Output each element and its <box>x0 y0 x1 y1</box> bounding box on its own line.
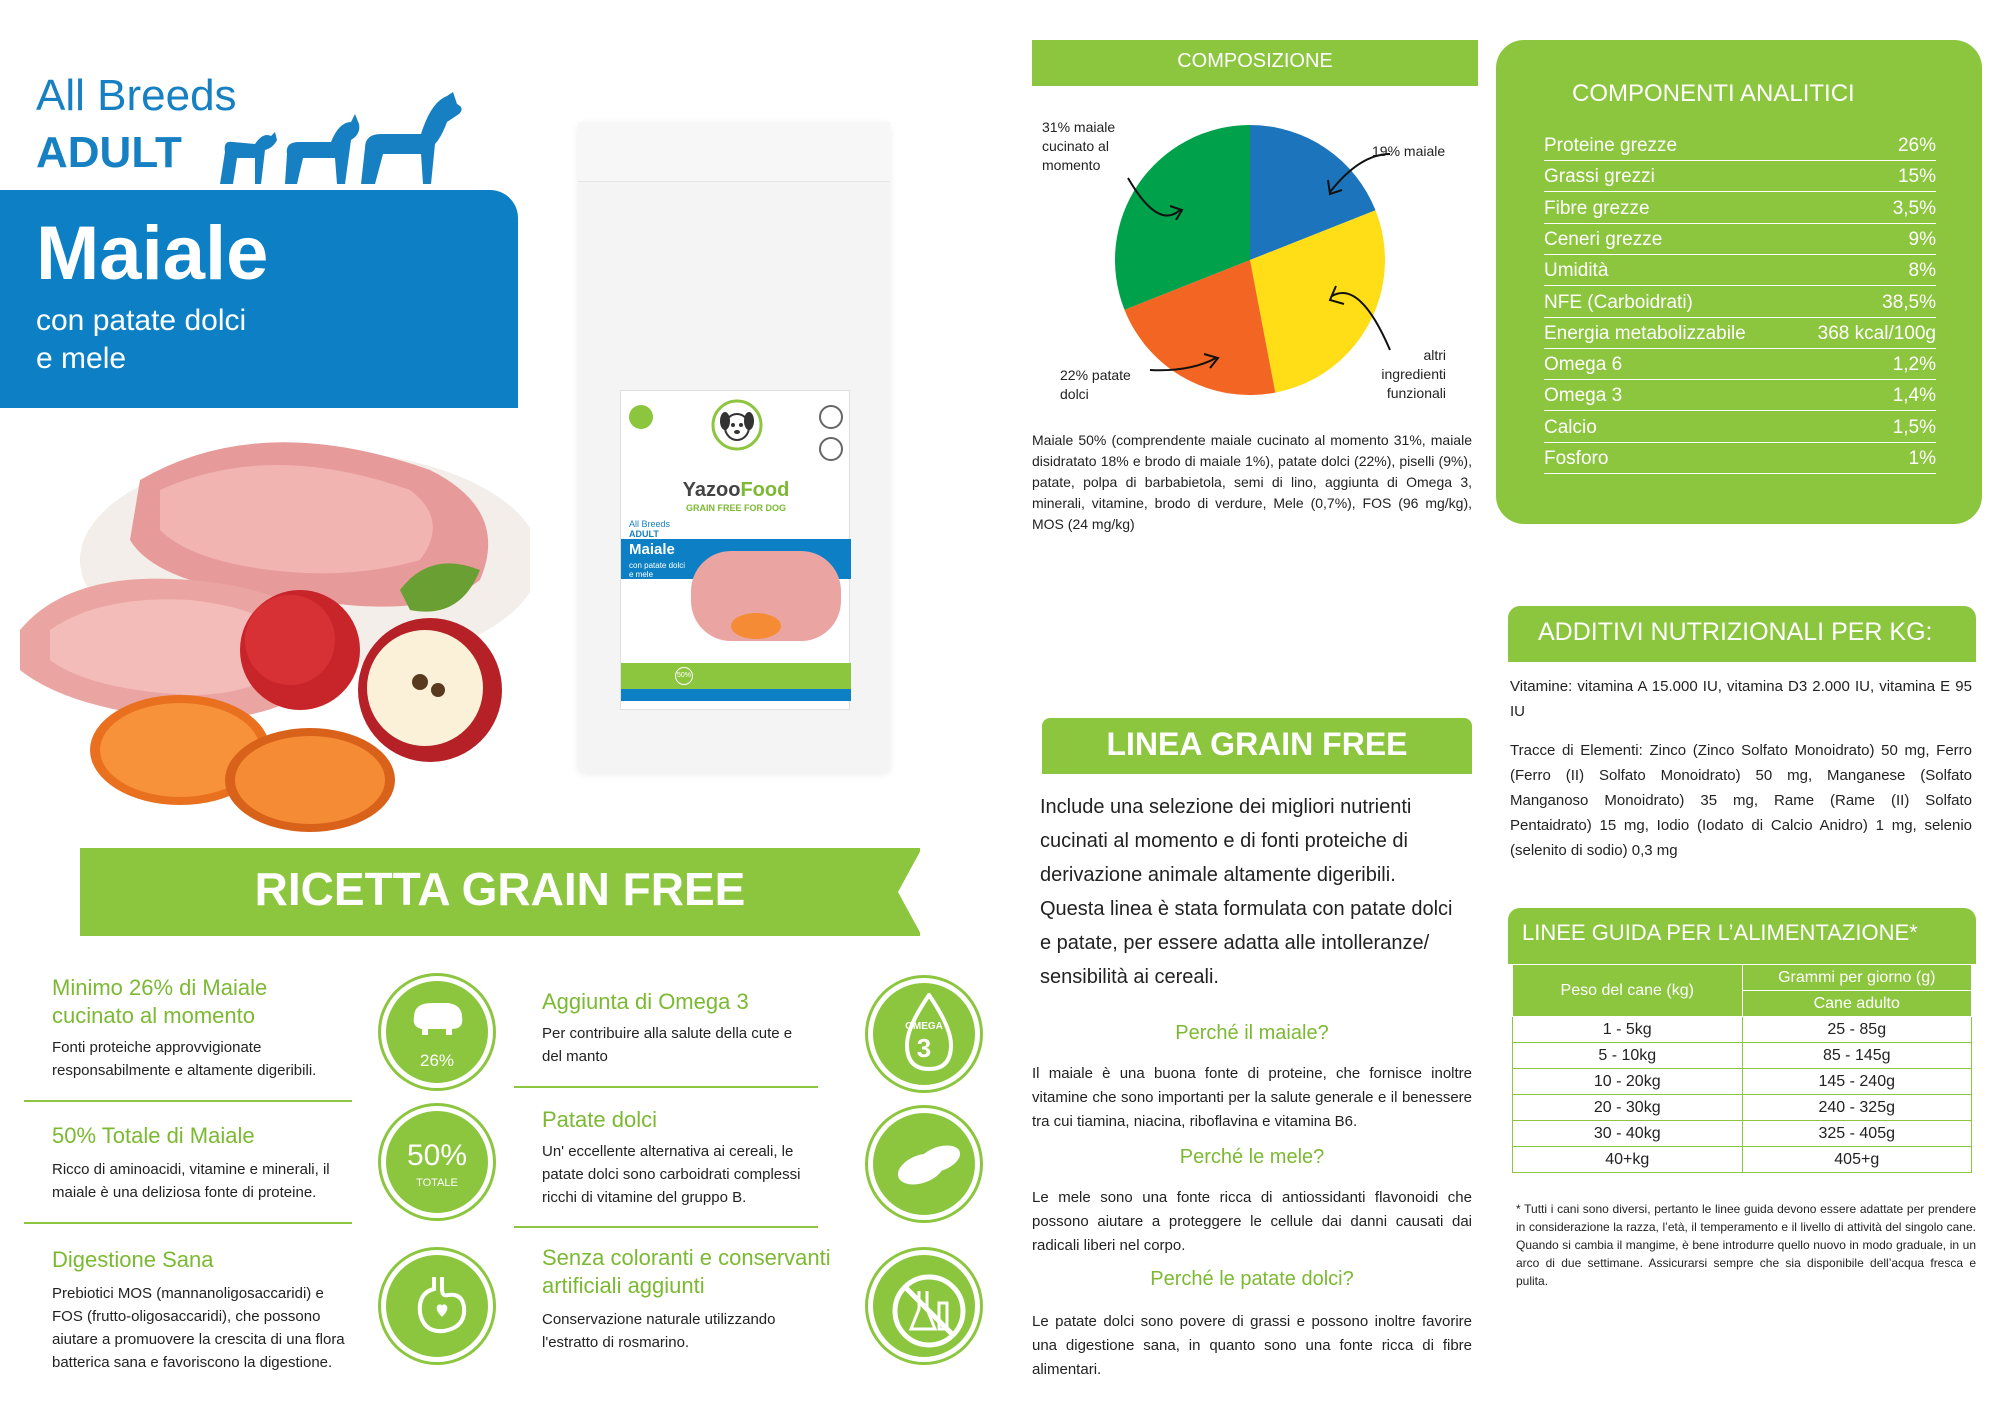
analytic-row-name: Energia metabolizzabile <box>1544 322 1746 344</box>
analytic-row-name: Proteine grezze <box>1544 135 1678 156</box>
package-subtitle: con patate dolci e mele <box>629 561 686 579</box>
analytic-row <box>1544 224 1936 255</box>
grams-cell: 145 - 240g <box>1742 1069 1972 1095</box>
no-chemicals-icon <box>868 1250 980 1362</box>
omega3-icon: OMEGA 3 <box>868 978 980 1090</box>
analytic-row-value: 1,2% <box>1892 354 1936 376</box>
weight-cell: 20 - 30kg <box>1513 1095 1743 1121</box>
additives-title: ADDITIVI NUTRIZIONALI PER KG: <box>1538 618 1933 646</box>
divider <box>24 1100 352 1102</box>
feature-fresh-pork-text: Fonti proteiche approvvigionate responsabilmente e altamente digeribili. <box>52 1039 317 1079</box>
table-row <box>1513 1069 1972 1095</box>
analytic-row <box>1544 349 1936 380</box>
analytic-row <box>1544 443 1936 474</box>
package-info-band <box>621 689 851 701</box>
sweet-potato-icon <box>868 1108 980 1220</box>
analytic-row <box>1544 287 1936 318</box>
grams-cell: 85 - 145g <box>1742 1043 1972 1069</box>
col-grams-header: Grammi per giorno (g) <box>1742 965 1972 991</box>
analytic-row-value: 26% <box>1897 135 1936 156</box>
analytic-row <box>1544 318 1936 349</box>
table-row <box>1513 1043 1972 1069</box>
analytic-row-value: 38,5% <box>1882 291 1936 313</box>
analytic-row-name: Umidità <box>1544 260 1609 282</box>
package-icons-band <box>621 663 851 689</box>
col-weight-header: Peso del cane (kg) <box>1513 965 1743 1017</box>
feature-digestion-text: Prebiotici MOS (mannanoligosaccaridi) e FOS (frutto-oligosaccaridi), che possono aiutare a promuovere la crescita di una flora batterica sana e favoriscono la digestione. <box>52 1285 345 1371</box>
feature-fresh-pork-title: Minimo 26% di Maiale cucinato al momento <box>52 975 268 1028</box>
weight-cell: 10 - 20kg <box>1513 1069 1743 1095</box>
composition-text: Maiale 50% (comprendente maiale cucinato al momento 31%, maiale disidratato 18% e brodo di maiale 1%), patate dolci (22%), piselli (9%), patate, polpa di barbabietola, semi di lino, aggiunta di Omega 3, minerali, vitamine, brodo di verdure, Mele (0,7%), FOS (96 mg/kg), MOS (24 mg/kg) <box>1032 432 1472 532</box>
line-title: LINEA GRAIN FREE <box>1106 726 1408 762</box>
analytic-row <box>1544 130 1936 161</box>
composition-title: COMPOSIZIONE <box>1177 50 1333 72</box>
feature-sweet-potato-text: Un' eccellente alternativa ai cereali, le patate dolci sono carboidrati complessi ricchi di vitamine del gruppo B. <box>542 1143 801 1206</box>
package-zip <box>578 122 890 182</box>
analytic-row-value: 8% <box>1908 260 1936 282</box>
weight-cell: 5 - 10kg <box>1513 1043 1743 1069</box>
analytic-row <box>1544 412 1936 443</box>
divider <box>514 1086 818 1088</box>
why-pork-title: Perché il maiale? <box>1175 1022 1329 1044</box>
additives-vitamins: Vitamine: vitamina A 15.000 IU, vitamina D3 2.000 IU, vitamina E 95 IU <box>1510 678 1972 720</box>
recipe-banner-title: RICETTA GRAIN FREE <box>254 863 746 915</box>
package-brand: YazooFood <box>682 479 790 501</box>
pie-arrows <box>1030 110 1490 430</box>
why-sweet-potato-text: Le patate dolci sono povere di grassi e possono inoltre favorire una digestione sana, in quanto sono una fonte ricca di fibre alimentari. <box>1032 1313 1472 1378</box>
pie-label-other: altri ingredienti funzionali <box>1381 347 1446 401</box>
col-adult-header: Cane adulto <box>1742 991 1972 1017</box>
divider <box>24 1222 352 1224</box>
table-row <box>1513 1095 1972 1121</box>
table-row <box>1513 1121 1972 1147</box>
package-title: Maiale <box>629 541 675 558</box>
feature-no-additives-title: Senza coloranti e conservanti artificiali aggiunti <box>542 1245 831 1298</box>
grain-free-badge-icon <box>629 405 653 429</box>
high-meat-badge-icon <box>819 405 843 429</box>
analytic-row-name: Grassi grezzi <box>1544 166 1655 188</box>
table-row <box>1513 1017 1972 1043</box>
feeding-guide-note: * Tutti i cani sono diversi, pertanto le linee guida devono essere adattate per prendere in considerazione la razza, l’età, il temperamento e il livello di attività del singolo cane. Quando si cambia il mangime, è bene introdurre quello nuovo in modo graduale, in un arco di due settimane. Assicurarsi sempre che sia disponibile dell’acqua fresca e pulita. <box>1516 1202 1976 1288</box>
why-pork-text: Il maiale è una buona fonte di proteine, che fornisce inoltre vitamine che sono importanti per la salute generale e il benessere tra cui tiamina, niacina, riboflavina e vitamina B6. <box>1032 1065 1472 1130</box>
additives-trace-elements: Tracce di Elementi: Zinco (Zinco Solfato Monoidrato) 50 mg, Ferro (Ferro (II) Solfato Monoidrato) 50 mg, Manganese (Solfato Manganoso Monoidrato) 35 mg, Rame (Rame (II) Solfato Pentaidrato) 15 mg, Iodio (Iodato di Calcio Anidro) 1 mg, selenio (selenito di sodio) 0,3 mg <box>1510 742 1972 859</box>
dog-logo-icon <box>711 399 763 451</box>
analytic-row-value: 1% <box>1908 448 1936 469</box>
human-grade-badge-icon <box>819 437 843 461</box>
analytic-row <box>1544 380 1936 411</box>
divider <box>514 1226 818 1228</box>
table-row <box>1513 1147 1972 1173</box>
package-potato-image <box>731 613 781 639</box>
why-apples-title: Perché le mele? <box>1179 1146 1325 1168</box>
analytic-row <box>1544 161 1936 192</box>
analytic-row-value: 368 kcal/100g <box>1817 322 1936 344</box>
total-50-icon: 50% TOTALE <box>381 1106 493 1218</box>
feature-digestion-title: Digestione Sana <box>52 1247 214 1272</box>
analytic-row <box>1544 193 1936 224</box>
grams-cell: 240 - 325g <box>1742 1095 1972 1121</box>
grams-cell: 405+g <box>1742 1147 1972 1173</box>
feature-no-additives-text: Conservazione naturale utilizzando l'estratto di rosmarino. <box>542 1311 776 1351</box>
analytic-title: COMPONENTI ANALITICI <box>1572 80 1855 107</box>
pie-label-pork: 19% maiale <box>1372 143 1446 159</box>
breed-label: All Breeds <box>36 71 237 120</box>
feeding-guide-title: LINEE GUIDA PER L’ALIMENTAZIONE* <box>1522 920 1918 945</box>
why-apples-text: Le mele sono una fonte ricca di antiossidanti flavonoidi che possono aiutare a proteggere le cellule dai danni causati dai radicali liberi nel corpo. <box>1032 1189 1472 1254</box>
grams-cell: 325 - 405g <box>1742 1121 1972 1147</box>
dogs-silhouette-icon <box>215 92 475 192</box>
feeding-guide-table <box>1512 964 1972 1173</box>
grams-cell: 25 - 85g <box>1742 1017 1972 1043</box>
pig-icon: 26% <box>381 976 493 1088</box>
analytic-row-name: Calcio <box>1544 416 1597 438</box>
package-age: ADULT <box>629 529 659 539</box>
weight-cell: 30 - 40kg <box>1513 1121 1743 1147</box>
analytic-row-name: Ceneri grezze <box>1544 228 1663 250</box>
feature-sweet-potato-title: Patate dolci <box>542 1107 657 1132</box>
feature-omega3-text: Per contribuire alla salute della cute e del manto <box>542 1025 793 1065</box>
line-description: Include una selezione dei migliori nutrienti cucinati al momento e di fonti proteiche di derivazione animale altamente digeribili. Questa linea è stata formulata con patate dolci e patate, per essere adatta alle intolleranze/ sensibilità ai cereali. <box>1040 796 1453 988</box>
weight-cell: 1 - 5kg <box>1513 1017 1743 1043</box>
analytic-row-value: 1,4% <box>1892 385 1936 407</box>
analytic-row-value: 3,5% <box>1892 197 1936 219</box>
analytic-row <box>1544 255 1936 286</box>
product-subtitle: con patate dolci e mele <box>36 304 247 375</box>
why-sweet-potato-title: Perché le patate dolci? <box>1150 1268 1354 1290</box>
analytic-row-name: Omega 6 <box>1544 354 1623 376</box>
analytic-row-name: Fibre grezze <box>1544 197 1650 219</box>
stomach-icon <box>381 1250 493 1362</box>
feature-total-pork-title: 50% Totale di Maiale <box>52 1123 255 1148</box>
analytic-row-value: 9% <box>1908 228 1936 250</box>
product-title: Maiale <box>36 211 269 296</box>
weight-cell: 40+kg <box>1513 1147 1743 1173</box>
pie-label-sweet-potato: 22% patate dolci <box>1060 367 1131 402</box>
feature-total-pork-text: Ricco di aminoacidi, vitamine e minerali, il maiale è una deliziosa fonte di proteine. <box>52 1161 330 1201</box>
analytic-row-value: 15% <box>1897 166 1936 188</box>
package-label <box>620 390 850 710</box>
analytic-row-name: Omega 3 <box>1544 385 1623 407</box>
analytic-row-name: NFE (Carboidrati) <box>1544 291 1693 313</box>
package-tagline: GRAIN FREE FOR DOG <box>685 503 786 513</box>
pie-label-fresh-pork: 31% maiale cucinato al momento <box>1042 119 1116 173</box>
analytic-row-value: 1,5% <box>1892 416 1936 438</box>
analytic-row-name: Fosforo <box>1544 448 1609 469</box>
package-50-badge: 50% <box>675 667 693 685</box>
feature-omega3-title: Aggiunta di Omega 3 <box>542 989 749 1014</box>
age-label: ADULT <box>36 128 182 177</box>
food-illustration <box>10 420 530 840</box>
package-breed: All Breeds <box>629 519 671 529</box>
product-package <box>578 122 890 772</box>
